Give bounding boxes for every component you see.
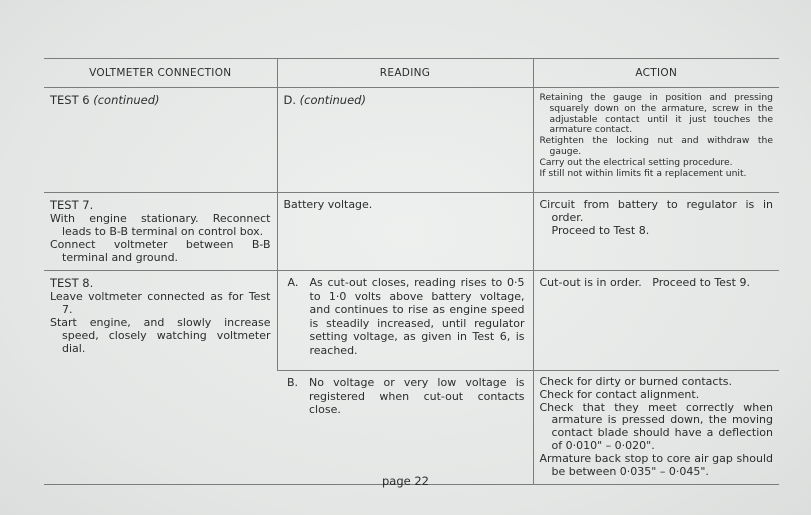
reading-text: No voltage or very low voltage is registered when cut-out contacts close. (309, 376, 525, 416)
reading-option-b (283, 376, 527, 417)
action-text (540, 198, 774, 237)
test-heading (50, 93, 271, 107)
connection-cell (44, 88, 277, 193)
test-heading: TEST 8. (50, 276, 94, 290)
diagnostic-table-wrapper (44, 58, 779, 485)
continued-label: (continued) (93, 93, 160, 107)
instruction-line: Connect voltmeter between B-B terminal and ground. (50, 238, 271, 264)
connection-instructions (50, 212, 271, 264)
continued-label: (continued) (299, 93, 366, 107)
connection-cell (44, 271, 277, 485)
action-line: Retighten the locking nut and withdraw the gauge. (539, 135, 773, 157)
reading-letter: A. (287, 276, 299, 289)
connection-instructions (50, 290, 271, 355)
header-action: ACTION (533, 59, 779, 88)
reading-option-a (284, 276, 527, 357)
reading-letter: D. (283, 93, 297, 107)
action-text: Cut-out is in order. Proceed to Test 9. (539, 276, 750, 289)
action-text (540, 376, 774, 478)
action-followup: Proceed to Test 8. (551, 224, 650, 237)
header-reading: READING (277, 59, 533, 88)
action-line: Carry out the electrical setting procedure. (539, 156, 733, 168)
instruction-line: With engine stationary. Reconnect leads to B-B terminal on control box. (50, 212, 271, 238)
header-voltmeter-connection: VOLTMETER CONNECTION (44, 59, 277, 88)
action-cell (533, 88, 779, 193)
page-number: page 22 (381, 474, 429, 488)
instruction-line: Leave voltmeter connected as for Test 7. (50, 290, 271, 316)
reading-cell (277, 88, 533, 193)
reading-cell (277, 193, 533, 271)
action-cell (533, 371, 779, 485)
action-line: Check for contact alignment. (539, 387, 700, 401)
diagnostic-table (44, 58, 779, 485)
instruction-line: Start engine, and slowly increase speed, closely watching voltmeter dial. (50, 316, 271, 355)
table-row-test7 (44, 193, 779, 271)
reading-cell (277, 371, 533, 485)
action-line: Circuit from battery to regulator is in order. (539, 198, 773, 224)
table-row-test8-a (44, 271, 779, 371)
action-line: Check for dirty or burned contacts. (539, 375, 732, 388)
action-line: Armature back stop to core air gap should be between 0·035" – 0·045". (539, 451, 773, 478)
test-number: TEST 6 (50, 93, 90, 107)
reading-cell (277, 271, 533, 371)
connection-cell (44, 193, 277, 271)
action-line: Retaining the gauge in position and pressing squarely down on the armature, screw in the adjustable contact until it just touches the armature contact. (539, 92, 773, 136)
action-cell (533, 193, 779, 271)
test-heading: TEST 7. (50, 198, 94, 212)
action-cell (533, 271, 779, 371)
reading-text: As cut-out closes, reading rises to 0·5 to 1·0 volts above battery voltage, and continues to rise as engine speed is steadily increased, until regulator setting voltage, as given in Test 6, is reached. (309, 276, 525, 357)
action-line: If still not within limits fit a replacement unit. (539, 167, 747, 179)
reading-letter: B. (287, 376, 299, 389)
table-row-test6-continued (44, 88, 779, 193)
action-text (540, 93, 774, 179)
reading-text: Battery voltage. (283, 198, 373, 211)
action-line: Check that they meet correctly when armature is pressed down, the moving contact blade should have a deflection of 0·010" – 0·020". (539, 400, 773, 452)
reading-heading (284, 93, 527, 107)
header-row (44, 59, 779, 88)
